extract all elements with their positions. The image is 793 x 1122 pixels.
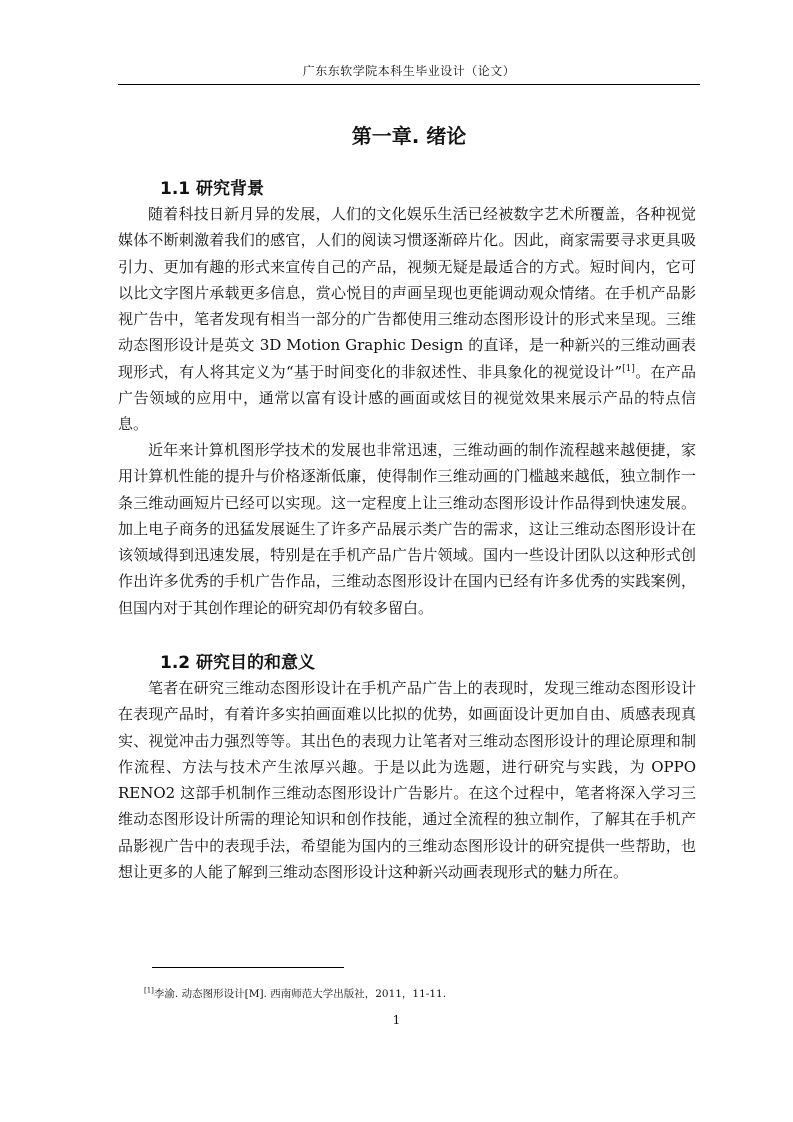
header-rule [118, 84, 700, 85]
footnote [144, 986, 446, 1001]
footnote-rule [152, 967, 344, 968]
chapter-title: 第一章. 绪论 [351, 124, 467, 148]
paragraph-text: 随着科技日新月异的发展，人们的文化娱乐生活已经被数字艺术所覆盖，各种视觉媒体不断刺激着我们的感官，人们的阅读习惯逐渐碎片化。因此，商家需要寻求更具吸引力、更加有趣的形式来宣传自己的产品，视频无疑是最适合的方式。短时间内，它可以比文字图片承载更多信息，赏心悦目的声画呈现也更能调动观众情绪。在手机产品影视广告中，笔者发现有相当一部分的广告都使用三维动态图形设计的形式来呈现。三维动态图形设计是英文 3D Motion Graphic Design 的直译，是一种新兴的三维动画表现形式，有人将其定义为“基于时间变化的非叙述性、非具象化的视觉设计” [118, 205, 696, 381]
footnote-mark: [1] [144, 986, 154, 995]
paragraph-text: 。在产品广告领域的应用中，通常以富有设计感的画面或炫目的视觉效果来展示产品的特点信息。 [118, 362, 696, 434]
paragraph: 笔者在研究三维动态图形设计在手机产品广告上的表现时，发现三维动态图形设计在表现产品时，有着许多实拍画面难以比拟的优势，如画面设计更加自由、质感表现真实、视觉冲击力强烈等等。其出色的表现力让笔者对三维动态图形设计的理论原理和制作流程、方法与技术产生浓厚兴趣。于是以此为选题，进行研究与实践，为 OPPO RENO2 这部手机制作三维动态图形设计广告影片。在这个过程中，笔者将深入学习三维动态图形设计所需的理论知识和创作技能，通过全流程的独立制作，了解其在手机产品影视广告中的表现手法，希望能为国内的三维动态图形设计的研究提供一些帮助，也想让更多的人能了解到三维动态图形设计这种新兴动画表现形式的魅力所在。 [118, 679, 696, 882]
footnote-text: 李渝. 动态图形设计[M]. 西南师范大学出版社，2011，11-11. [153, 988, 447, 1000]
paragraph [118, 201, 696, 438]
section-heading-1-1: 1.1 研究背景 [160, 179, 265, 199]
page-number: 1 [392, 1013, 401, 1027]
citation-mark[interactable]: [1] [622, 363, 635, 374]
section-heading-1-2: 1.2 研究目的和意义 [160, 653, 316, 673]
page-header: 广东东软学院本科生毕业设计（论文） [302, 64, 516, 78]
paragraph: 近年来计算机图形学技术的发展也非常迅速，三维动画的制作流程越来越便捷，家用计算机性能的提升与价格逐渐低廉，使得制作三维动画的门槛越来越低，独立制作一条三维动画短片已经可以实现。这一定程度上让三维动态图形设计作品得到快速发展。加上电子商务的迅猛发展诞生了许多产品展示类广告的需求，这让三维动态图形设计在该领域得到迅速发展，特别是在手机产品广告片领域。国内一些设计团队以这种形式创作出许多优秀的手机广告作品，三维动态图形设计在国内已经有许多优秀的实践案例，但国内对于其创作理论的研究却仍有较多留白。 [118, 441, 696, 617]
